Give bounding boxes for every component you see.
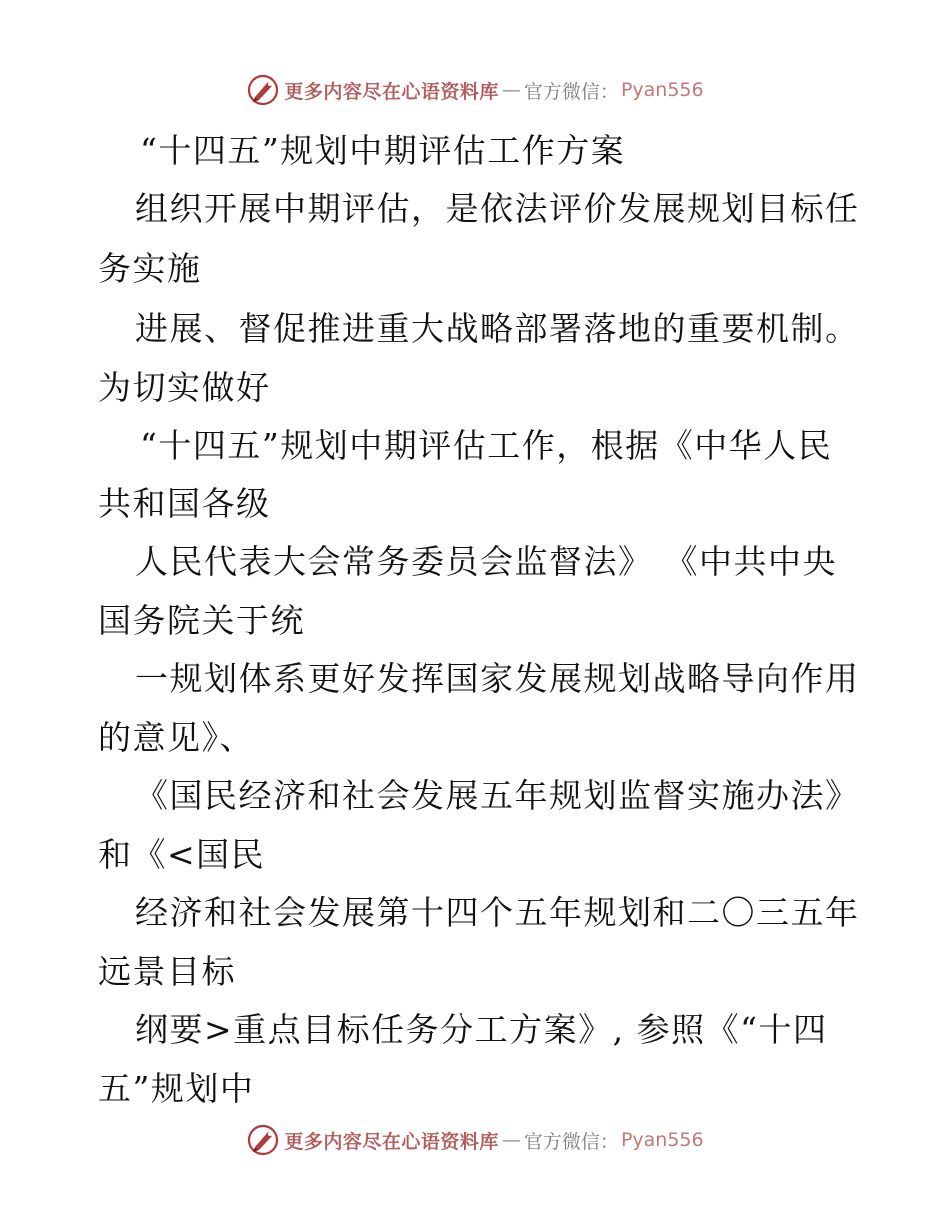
doc-line: 和《<国民 <box>98 835 266 874</box>
doc-line: 的意见》、 <box>98 718 254 757</box>
doc-line: “十四五”规划中期评估工作，根据《中华人民 <box>140 426 833 465</box>
banner-wechat-id: Pyan556 <box>620 79 704 101</box>
banner-wechat-id: Pyan556 <box>620 1129 704 1151</box>
pen-logo-icon <box>246 1123 280 1157</box>
doc-line: 共和国各级 <box>98 484 271 523</box>
pen-logo-icon <box>246 73 280 107</box>
doc-line: 国务院关于统 <box>98 601 305 640</box>
doc-line: 组织开展中期评估，是依法评价发展规划目标任 <box>135 189 860 228</box>
header-watermark-banner <box>0 70 950 110</box>
doc-line: 五”规划中 <box>98 1069 255 1108</box>
doc-line: 进展、督促推进重大战略部署落地的重要机制。 <box>135 309 860 348</box>
banner-dash: — <box>501 79 521 101</box>
doc-line: 为切实做好 <box>98 368 271 407</box>
doc-line: 《国民经济和社会发展五年规划监督实施办法》 <box>135 776 860 815</box>
doc-title: “十四五”规划中期评估工作方案 <box>140 131 626 170</box>
doc-line: 人民代表大会常务委员会监督法》 《中共中央 <box>135 542 837 581</box>
banner-dash: — <box>501 1129 521 1151</box>
doc-line: 纲要>重点目标任务分工方案》, 参照《“十四 <box>135 1010 828 1049</box>
banner-text: 更多内容尽在心语资料库 <box>284 80 499 103</box>
banner-official-label: 官方微信： <box>523 1130 619 1153</box>
footer-watermark-banner <box>0 1120 950 1160</box>
banner-official-label: 官方微信： <box>523 80 619 103</box>
doc-line: 经济和社会发展第十四个五年规划和二〇三五年 <box>135 893 860 932</box>
doc-line: 远景目标 <box>98 952 236 991</box>
doc-line: 务实施 <box>98 249 202 288</box>
banner-text: 更多内容尽在心语资料库 <box>284 1130 499 1153</box>
doc-line: 一规划体系更好发挥国家发展规划战略导向作用 <box>135 659 860 698</box>
